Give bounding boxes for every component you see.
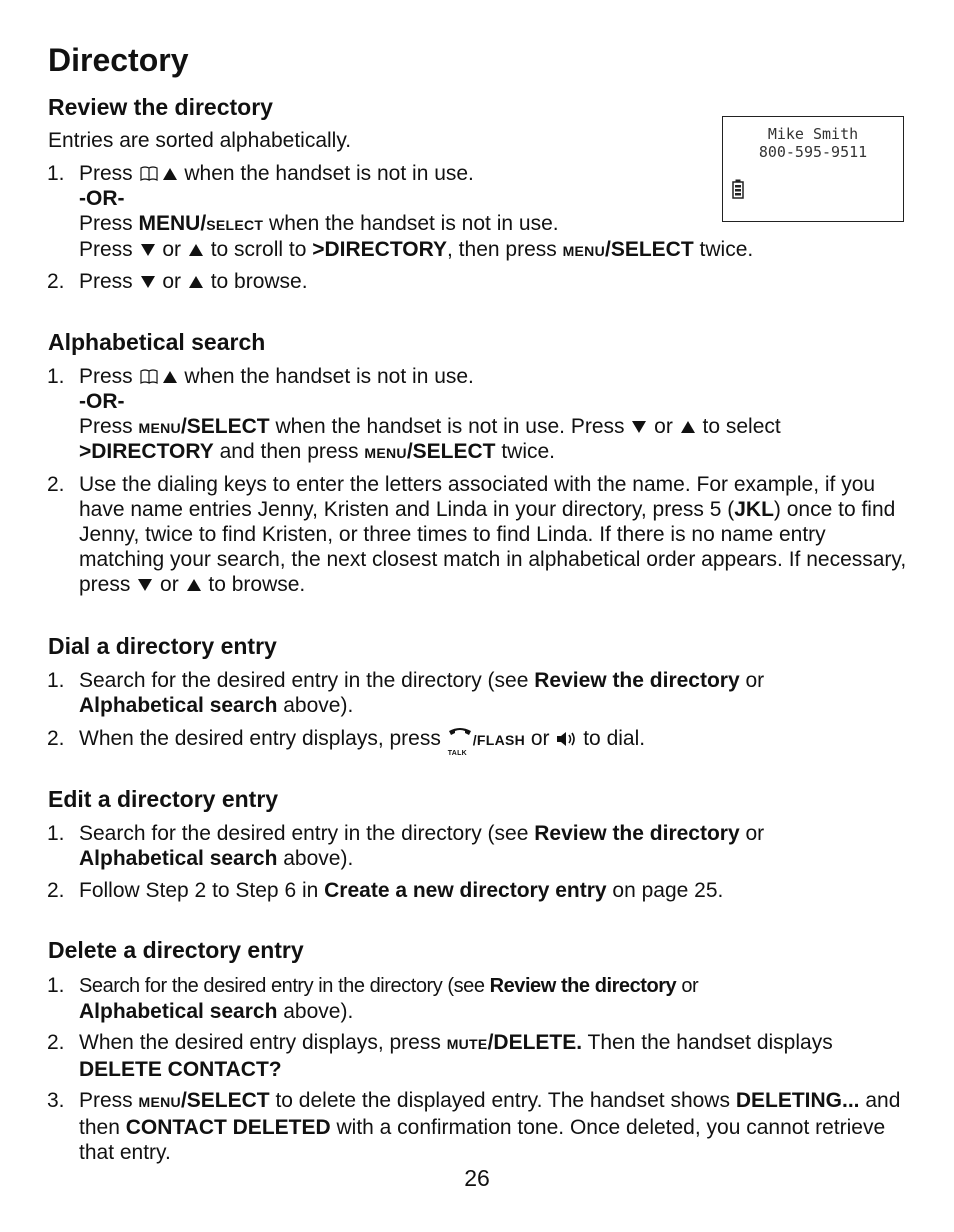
edit-step1: Search for the desired entry in the directory (see Review the directory or Alphabetical search above).: [79, 822, 765, 870]
review-intro: Entries are sorted alphabetically.: [48, 129, 352, 152]
or-label: -OR-: [79, 187, 125, 210]
step-number: 1.: [47, 365, 65, 388]
step-number: 3.: [47, 1089, 65, 1112]
page-number: 26: [464, 1165, 490, 1191]
step-number: 2.: [47, 879, 65, 902]
dial-step1: Search for the desired entry in the directory (see Review the directory or Alphabetical search above).: [79, 669, 765, 717]
alpha-step1-line3: Press MENU/SELECT when the handset is not in use. Press or to select: [79, 415, 781, 438]
step-number: 1.: [47, 822, 65, 845]
alpha-step1-line1: Press when the handset is not in use.: [79, 365, 474, 388]
up-arrow-icon: [187, 579, 201, 591]
down-arrow-icon: [138, 579, 152, 591]
up-arrow-icon: [163, 168, 177, 180]
dial-step2: When the desired entry displays, press TALK /FLASH or to dial.: [79, 727, 646, 758]
up-arrow-icon: [189, 244, 203, 256]
review-step1-line4: Press or to scroll to >DIRECTORY, then press MENU/SELECT twice.: [79, 238, 754, 261]
up-arrow-icon: [681, 421, 695, 433]
delete-step3: Press MENU/SELECT to delete the displayed entry. The handset shows DELETING... and then CONTACT DELETED with a confirmation tone. Once deleted, you cannot retrieve that entry.: [79, 1089, 901, 1164]
review-step2: Press or to browse.: [79, 270, 308, 293]
alpha-step1-line4: >DIRECTORY and then press MENU/SELECT twice.: [79, 440, 556, 463]
up-arrow-icon: [163, 371, 177, 383]
step-number: 1.: [47, 974, 65, 997]
delete-step2: When the desired entry displays, press MUTE/DELETE. Then the handset displays DELETE CONTACT?: [79, 1031, 833, 1081]
section-title-edit: Edit a directory entry: [48, 786, 279, 812]
or-label: -OR-: [79, 390, 125, 413]
battery-icon: [732, 179, 744, 199]
alpha-step2: Use the dialing keys to enter the letters associated with the name. For example, if you have name entries Jenny, Kristen and Linda in your directory, press 5 (JKL) once to find Jenny, twice to find Kristen, or three times to find Linda. If there is no name entry matching your search, the next closest match in alphabetical order appears. If necessary, press or to browse.: [79, 473, 907, 596]
step-number: 2.: [47, 727, 65, 750]
step-number: 2.: [47, 473, 65, 496]
down-arrow-icon: [141, 276, 155, 288]
edit-step2: Follow Step 2 to Step 6 in Create a new directory entry on page 25.: [79, 879, 724, 902]
section-title-alpha: Alphabetical search: [48, 329, 266, 355]
talk-icon: TALK: [447, 727, 473, 751]
display-number: 800-595-9511: [758, 143, 868, 161]
section-title-delete: Delete a directory entry: [48, 937, 304, 963]
directory-book-icon: [139, 368, 161, 386]
step-number: 2.: [47, 1031, 65, 1054]
step-number: 2.: [47, 270, 65, 293]
review-step1-line1: Press when the handset is not in use.: [79, 162, 474, 185]
directory-book-icon: [139, 165, 161, 183]
display-name: Mike Smith: [767, 125, 859, 143]
section-title-dial: Dial a directory entry: [48, 633, 277, 659]
delete-step1: Search for the desired entry in the directory (see Review the directory or Alphabetical search above).: [79, 975, 699, 1023]
step-number: 1.: [47, 162, 65, 185]
down-arrow-icon: [632, 421, 646, 433]
handset-display: [722, 116, 904, 222]
down-arrow-icon: [141, 244, 155, 256]
step-number: 1.: [47, 669, 65, 692]
up-arrow-icon: [189, 276, 203, 288]
speaker-icon: [555, 730, 577, 748]
page-title: Directory: [48, 42, 189, 78]
section-title-review: Review the directory: [48, 94, 273, 120]
review-step1-line3: Press MENU/SELECT when the handset is not in use.: [79, 212, 559, 235]
